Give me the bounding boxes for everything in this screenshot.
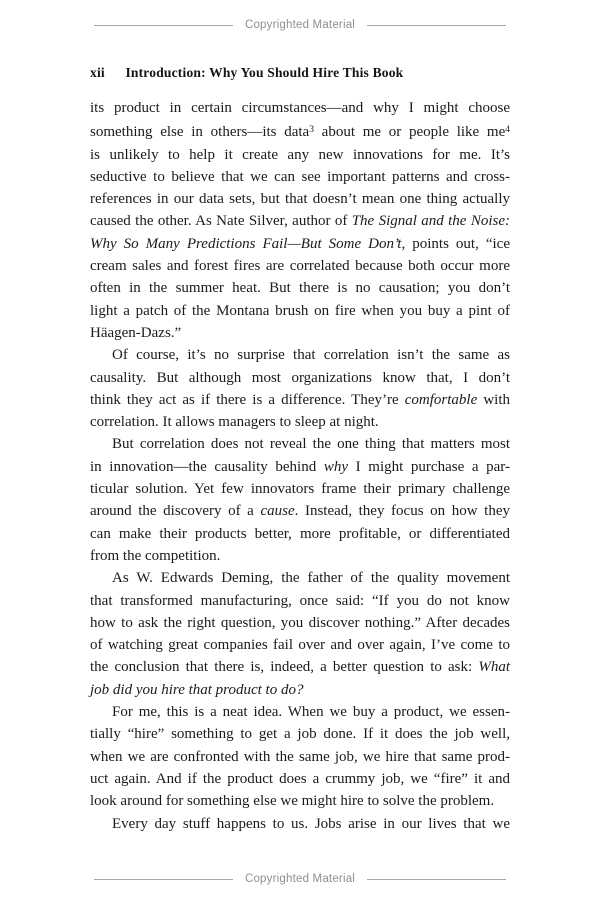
- copyright-watermark-top: [94, 19, 506, 31]
- watermark-text-top: Copyrighted Material: [244, 19, 356, 31]
- text-segment: is unlikely to help it create any new innovations for me. It’s: [90, 146, 510, 163]
- text-line: [90, 679, 510, 701]
- text-line: [90, 277, 510, 299]
- text-segment: light a patch of the Montana brush on fire when you buy a pint of: [90, 302, 510, 319]
- text-line: [90, 523, 510, 545]
- text-line: [90, 701, 510, 723]
- text-segment: . Instead, they focus on how they: [294, 503, 510, 520]
- text-line: [90, 233, 510, 255]
- watermark-rule-right: [367, 25, 506, 26]
- text-segment: with: [477, 391, 511, 408]
- text-segment: references in our data sets, but that doesn’t mean one thing actually: [90, 191, 510, 208]
- paragraph: [90, 433, 510, 567]
- text-segment: why: [323, 458, 349, 475]
- text-segment: points out, “ice: [405, 235, 510, 252]
- text-segment: the conclusion that there is, indeed, a better question to ask:: [90, 659, 479, 676]
- text-segment: think they act as if there is a difference. They’re: [90, 391, 405, 408]
- watermark-text-bottom: Copyrighted Material: [244, 873, 356, 885]
- text-line: [90, 545, 510, 567]
- text-line: [90, 322, 510, 344]
- text-line: [90, 188, 510, 210]
- text-line: [90, 723, 510, 745]
- text-line: [90, 255, 510, 277]
- text-segment: cream sales and forest fires are correlated because both occur more: [90, 258, 510, 275]
- text-segment: But correlation does not reveal the one thing that matters most: [112, 436, 510, 453]
- text-segment: I might purchase a par-: [348, 458, 511, 475]
- text-segment: causality. But although most organizations know that, I don’t: [90, 369, 510, 386]
- text-segment: something else in others—its data: [90, 124, 310, 141]
- text-segment: about me or people like me: [313, 124, 506, 141]
- text-segment: of watching great companies fail over and over again, I’ve come to: [90, 637, 510, 654]
- text-segment: correlation. It allows managers to sleep at night.: [90, 414, 379, 431]
- text-segment: can make their products better, more profitable, or differentiated: [90, 525, 510, 542]
- paragraph: [90, 813, 510, 835]
- text-segment: its product in certain circumstances—and why I might choose: [90, 100, 510, 116]
- text-line: [90, 500, 510, 522]
- text-line: [90, 166, 510, 188]
- watermark-rule-left: [94, 25, 233, 26]
- text-segment: Why So Many Predictions Fail—But Some Don’t,: [90, 235, 406, 252]
- text-segment: Häagen-Dazs.”: [90, 324, 182, 341]
- text-segment: often in the summer heat. But there is no causation; you don’t: [90, 280, 510, 297]
- text-segment: that transformed manufacturing, once said: “If you do not know: [90, 592, 510, 609]
- text-segment: how to ask the right question, you discover nothing.” After decades: [90, 614, 510, 631]
- text-segment: from the competition.: [90, 547, 221, 564]
- footnote-reference: 4: [505, 125, 510, 136]
- text-segment: around the discovery of a: [90, 503, 261, 520]
- copyright-watermark-bottom: [94, 873, 506, 885]
- text-line: [90, 300, 510, 322]
- text-segment: caused the other. As Nate Silver, author of: [90, 213, 352, 230]
- text-line: [90, 97, 510, 119]
- text-segment: Of course, it’s no surprise that correlation isn’t the same as: [112, 347, 510, 364]
- page-number: xii: [90, 65, 105, 80]
- text-line: [90, 433, 510, 455]
- watermark-rule-left: [94, 879, 233, 880]
- text-line: [90, 813, 510, 835]
- text-segment: uct again. And if the product does a crummy job, we “fire” it and: [90, 770, 510, 787]
- text-segment: As W. Edwards Deming, the father of the quality movement: [112, 570, 510, 587]
- text-segment: look around for something else we might hire to solve the problem.: [90, 793, 495, 810]
- text-line: [90, 567, 510, 589]
- text-line: [90, 119, 510, 143]
- text-line: [90, 456, 510, 478]
- text-segment: ticular solution. Yet few innovators frame their primary challenge: [90, 481, 510, 498]
- text-segment: tially “hire” something to get a job done. If it does the job well,: [90, 726, 510, 743]
- text-segment: in innovation—the causality behind: [90, 458, 324, 475]
- text-segment: job did you hire that product to do?: [90, 681, 304, 698]
- text-line: [90, 210, 510, 232]
- text-segment: For me, this is a neat idea. When we buy a product, we essen-: [112, 704, 510, 721]
- text-line: [90, 411, 510, 433]
- text-line: [90, 656, 510, 678]
- text-segment: What: [478, 659, 510, 676]
- text-line: [90, 768, 510, 790]
- text-line: [90, 790, 510, 812]
- page-body: [90, 97, 510, 835]
- paragraph: [90, 701, 510, 812]
- text-line: [90, 478, 510, 500]
- text-line: [90, 746, 510, 768]
- text-line: [90, 344, 510, 366]
- text-line: [90, 389, 510, 411]
- text-line: [90, 634, 510, 656]
- text-segment: when we are confronted with the same job, we hire that same prod-: [90, 748, 510, 765]
- paragraph: [90, 567, 510, 701]
- text-line: [90, 144, 510, 166]
- watermark-rule-right: [367, 879, 506, 880]
- paragraph: [90, 344, 510, 433]
- text-segment: comfortable: [404, 391, 478, 408]
- chapter-title: Introduction: Why You Should Hire This Book: [125, 65, 404, 80]
- running-header: [90, 65, 403, 81]
- footnote-reference: 3: [309, 125, 314, 136]
- text-segment: seductive to believe that we can see important patterns and cross-: [90, 168, 510, 185]
- text-line: [90, 612, 510, 634]
- text-segment: cause: [260, 503, 295, 520]
- text-line: [90, 367, 510, 389]
- text-segment: Every day stuff happens to us. Jobs arise in our lives that we: [112, 815, 510, 832]
- text-line: [90, 590, 510, 612]
- paragraph: [90, 97, 510, 344]
- text-segment: The Signal and the Noise:: [351, 213, 510, 230]
